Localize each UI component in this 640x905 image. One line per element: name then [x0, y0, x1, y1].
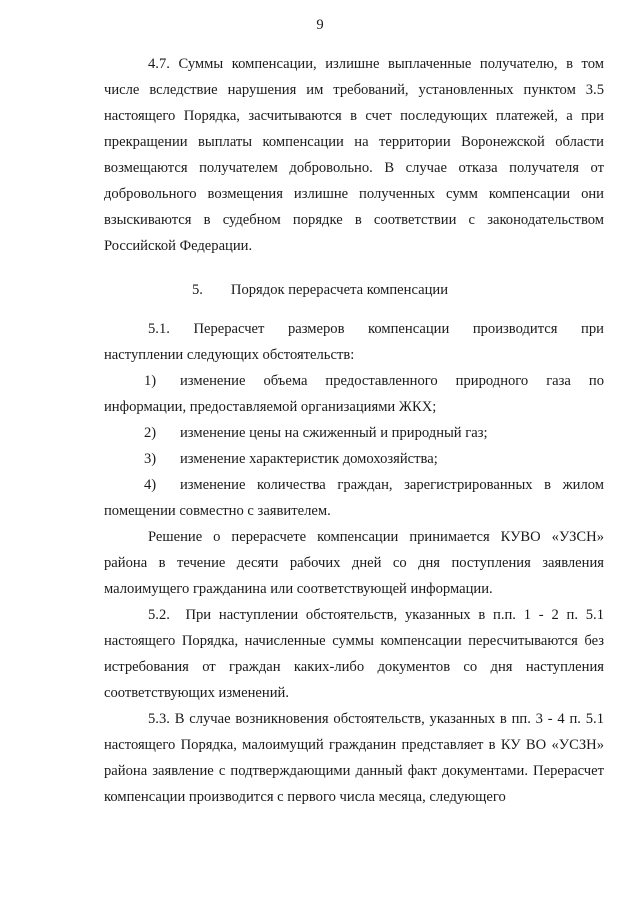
paragraph-5-3-text: В случае возникновения обстоятельств, указанных в пп. 3 - 4 п. 5.1 настоящего Порядка, малоимущий гражданин представляет в КУ ВО «УСЗН» района заявление с подтверждающими данный факт документами. Перерасчет компенсации производится с первого числа месяца, следующего: [104, 711, 604, 805]
paragraph-5-1-word: производится: [472, 321, 558, 337]
paragraph-5-2-number: 5.2.: [148, 607, 170, 623]
list-item-number: 3): [144, 451, 157, 467]
paragraph-4-7-text: Суммы компенсации, излишне выплаченные получателю, в том числе вследствие нарушения им требований, установленных пунктом 3.5 настоящего Порядка, засчитываются в счет последующих платежей, а при прекращении выплаты компенсации на территории Воронежской области возмещаются получателем добровольно. В случае отказа получателя от добровольного возмещения излишне полученных сумм компенсации они взыскиваются в судебном порядке в соответствии с законодательством Российской Федерации.: [104, 56, 604, 254]
section-5-heading: [0, 277, 640, 303]
paragraph-5-3: [104, 706, 604, 810]
list-item: [104, 368, 604, 420]
paragraph-decision: Решение о перерасчете компенсации принимается КУВО «УЗСН» района в течение десяти рабочих дней со дня поступления заявления малоимущего гражданина или соответствующей информации.: [104, 529, 604, 597]
paragraph-5-1-first-line: [104, 316, 604, 342]
list-item-text: изменение характеристик домохозяйства;: [180, 451, 438, 467]
paragraph-5-3-number: 5.3.: [148, 711, 170, 727]
list-item-number: 1): [144, 373, 157, 389]
list-item-text: изменение цены на сжиженный и природный газ;: [180, 425, 488, 441]
page-number: 9: [316, 17, 324, 33]
paragraph-5-1: [104, 316, 604, 368]
section-5-number: 5.: [191, 282, 203, 298]
paragraph-5-1-word: компенсации: [368, 321, 450, 337]
paragraph-5-2: [104, 602, 604, 706]
list-item: [104, 472, 604, 524]
list-item: [104, 446, 604, 472]
paragraph-5-1-word: размеров: [287, 321, 345, 337]
paragraph-5-2-text: При наступлении обстоятельств, указанных в п.п. 1 - 2 п. 5.1 настоящего Порядка, начисленные суммы компенсации пересчитываются без истребования от граждан каких-либо документов со дня наступления соответствующих изменений.: [104, 607, 605, 701]
list-item: [104, 420, 604, 446]
paragraph-4-7: [104, 51, 604, 259]
list-item-number: 2): [144, 425, 157, 441]
list-item-text: изменение объема предоставленного природного газа по информации, предоставляемой организациями ЖКХ;: [104, 373, 604, 415]
paragraph-4-7-number: 4.7.: [148, 56, 170, 72]
list-item-number: 4): [144, 477, 157, 493]
section-5-title: Порядок перерасчета компенсации: [230, 282, 449, 298]
paragraph-5-1-continuation: наступлении следующих обстоятельств:: [104, 347, 355, 363]
paragraph-5-1-word: при: [581, 321, 604, 337]
list-item-text: изменение количества граждан, зарегистрированных в жилом помещении совместно с заявителем.: [104, 477, 604, 519]
paragraph-5-1-number: 5.1.: [148, 321, 170, 337]
paragraph-5-1-word: Перерасчет: [193, 321, 265, 337]
